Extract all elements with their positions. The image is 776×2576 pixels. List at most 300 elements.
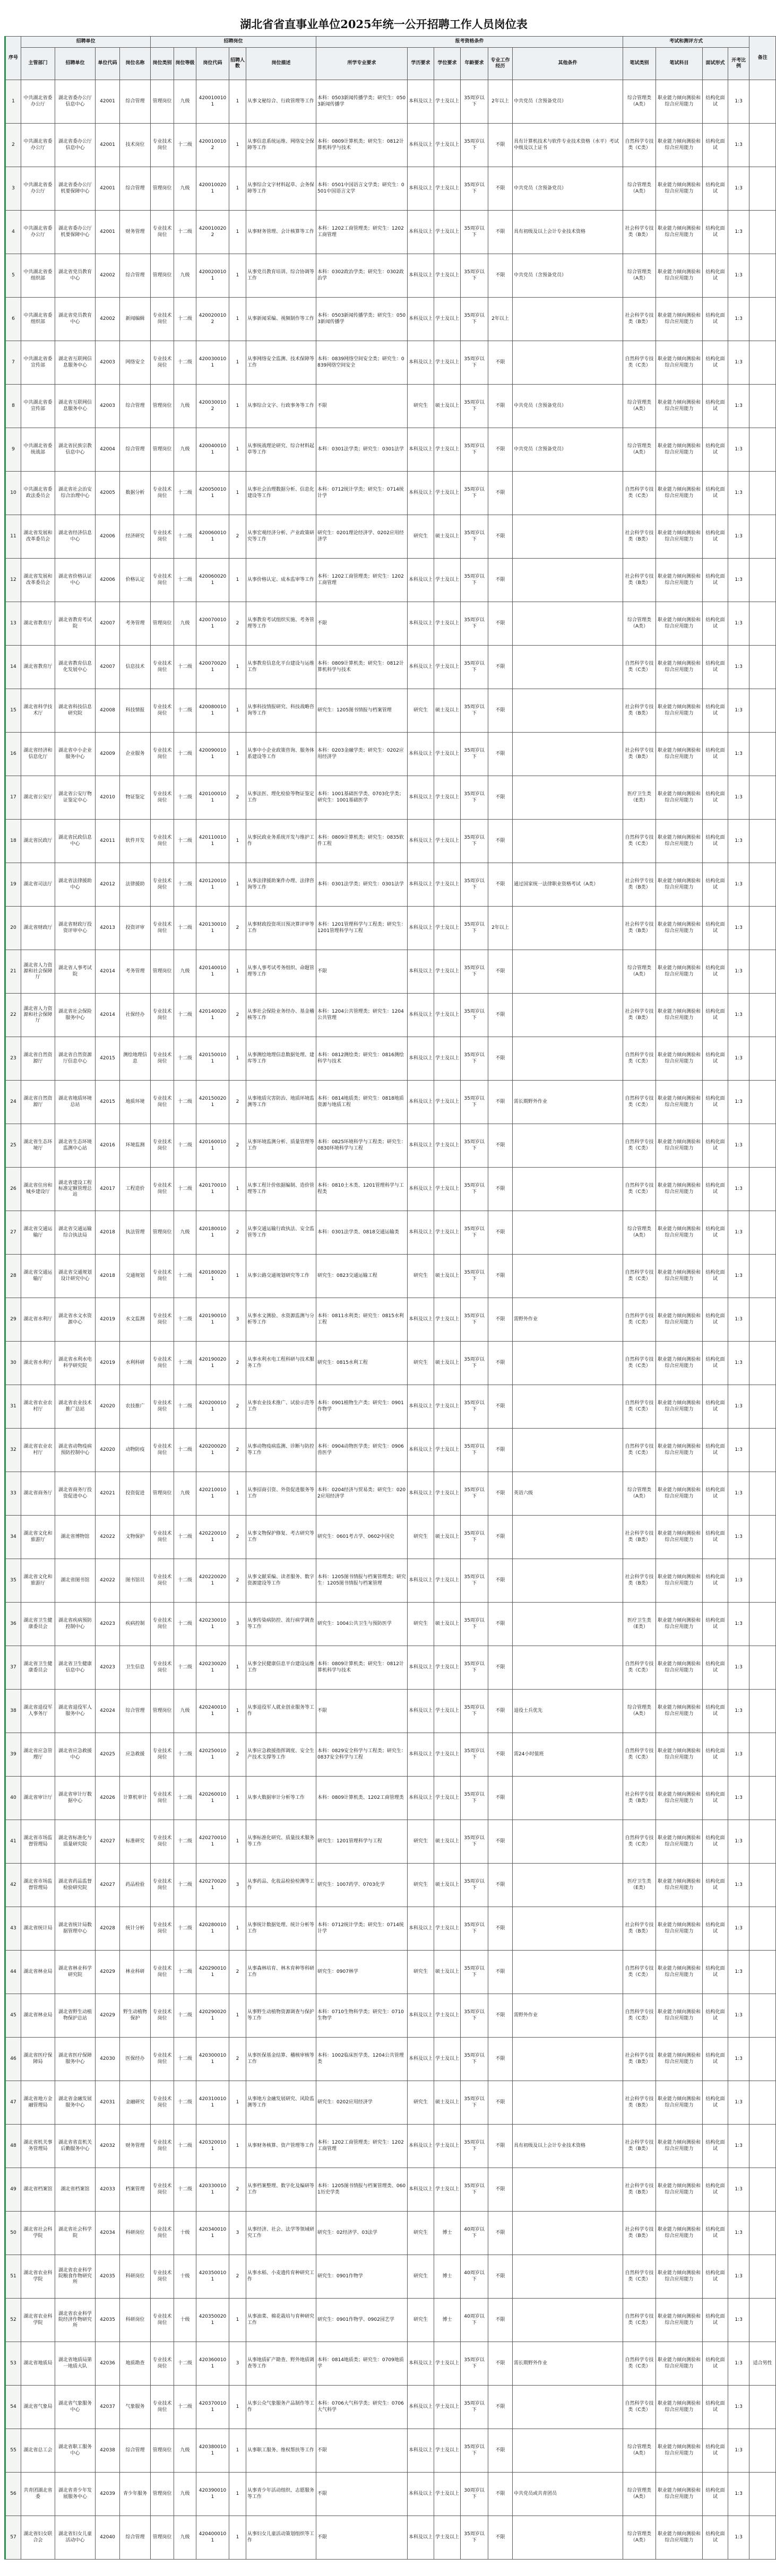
exam-subject-cell: 职业能力倾向测验和综合应用能力: [656, 994, 703, 1037]
post-code-cell: 4200300102: [196, 385, 229, 428]
exam-category-cell: 自然科学专技类（C类）: [623, 1429, 656, 1472]
post-category-cell: 专业技术岗位: [151, 2038, 174, 2081]
post-name-cell: 法律援助: [120, 863, 151, 907]
post-category-cell: 专业技术岗位: [151, 733, 174, 776]
post-name-cell: 农技推广: [120, 1385, 151, 1429]
post-level-cell: 十级: [174, 2255, 196, 2299]
degree-cell: 硕士及以上: [434, 2081, 461, 2125]
post-name-cell: 药品检验: [120, 1864, 151, 1907]
experience-cell: 不限: [488, 1690, 513, 1733]
exam-subject-cell: 职业能力倾向测验和综合应用能力: [656, 1820, 703, 1864]
ratio-cell: 1:3: [728, 1211, 749, 1255]
table-row: [5, 2212, 776, 2255]
post-name-cell: 交通规划: [120, 1255, 151, 1298]
other-conditions-cell: 中共党员（含预备党员）: [513, 385, 623, 428]
headcount-cell: 1: [229, 80, 246, 124]
exam-category-cell: 自然科学专技类（C类）: [623, 1168, 656, 1211]
column-header: 岗位类别: [151, 48, 174, 80]
exam-subject-cell: 职业能力倾向测验和综合应用能力: [656, 1690, 703, 1733]
other-conditions-cell: [513, 1124, 623, 1168]
header-group-row: [5, 37, 776, 48]
unit-cell: 湖北省科技信息研究院: [55, 689, 96, 733]
post-code-cell: 4200700201: [196, 646, 229, 689]
dept-cell: 湖北省科学技术厅: [21, 689, 55, 733]
major-requirement-cell: 研究生：1004公共卫生与预防医学: [316, 1603, 408, 1646]
degree-cell: 学士及以上: [434, 1385, 461, 1429]
ratio-cell: 1:3: [728, 1864, 749, 1907]
row-index: 56: [5, 2473, 21, 2516]
post-level-cell: 九级: [174, 1472, 196, 1516]
experience-cell: 不限: [488, 1516, 513, 1559]
ratio-cell: 1:3: [728, 1429, 749, 1472]
post-description-cell: 从事综合文字、行政事务等工作: [246, 385, 316, 428]
age-cell: 35周岁以下: [461, 515, 488, 559]
post-category-cell: 专业技术岗位: [151, 1559, 174, 1603]
experience-cell: 不限: [488, 2429, 513, 2473]
interview-cell: 结构化面试: [703, 2212, 728, 2255]
row-index: 35: [5, 1559, 21, 1603]
exam-subject-cell: 职业能力倾向测验和综合应用能力: [656, 776, 703, 820]
degree-cell: 硕士及以上: [434, 385, 461, 428]
education-cell: 本科及以上: [408, 1733, 434, 1777]
education-cell: 本科及以上: [408, 2473, 434, 2516]
education-cell: 本科及以上: [408, 124, 434, 167]
remark-cell: [749, 820, 776, 863]
post-category-cell: 专业技术岗位: [151, 1429, 174, 1472]
ratio-cell: 1:3: [728, 2299, 749, 2342]
education-cell: 本科及以上: [408, 1472, 434, 1516]
post-name-cell: 环境监测: [120, 1124, 151, 1168]
unit-code-cell: 42032: [96, 2125, 120, 2168]
post-code-cell: 4201900201: [196, 1342, 229, 1385]
experience-cell: 不限: [488, 2473, 513, 2516]
experience-cell: 不限: [488, 167, 513, 211]
headcount-cell: 2: [229, 907, 246, 950]
post-name-cell: 新闻编辑: [120, 298, 151, 341]
remark-cell: [749, 2516, 776, 2560]
remark-cell: [749, 1603, 776, 1646]
post-description-cell: 从事环境监测分析、质量管理等工作: [246, 1124, 316, 1168]
dept-cell: 湖北省医疗保障局: [21, 2038, 55, 2081]
post-level-cell: 九级: [174, 950, 196, 994]
experience-cell: 不限: [488, 602, 513, 646]
unit-code-cell: 42027: [96, 1820, 120, 1864]
post-description-cell: 从事宏观经济分析、产业政策研究等工作: [246, 515, 316, 559]
remark-cell: [749, 2038, 776, 2081]
row-index: 1: [5, 80, 21, 124]
experience-cell: 不限: [488, 124, 513, 167]
post-code-cell: 4201100101: [196, 820, 229, 863]
table-row: [5, 472, 776, 515]
dept-cell: 湖北省人力资源和社会保障厅: [21, 994, 55, 1037]
ratio-cell: 1:3: [728, 2168, 749, 2212]
post-level-cell: 十二级: [174, 515, 196, 559]
table-row: [5, 2516, 776, 2560]
post-code-cell: 4202700201: [196, 1864, 229, 1907]
headcount-cell: 1: [229, 341, 246, 385]
unit-code-cell: 42004: [96, 428, 120, 472]
interview-cell: 结构化面试: [703, 1820, 728, 1864]
major-requirement-cell: 研究生：1201管理科学与工程: [316, 1820, 408, 1864]
degree-cell: 学士及以上: [434, 1124, 461, 1168]
post-level-cell: 十二级: [174, 124, 196, 167]
exam-subject-cell: 职业能力倾向测验和综合应用能力: [656, 2299, 703, 2342]
experience-cell: 不限: [488, 1907, 513, 1951]
post-category-cell: 专业技术岗位: [151, 2386, 174, 2429]
education-cell: 本科及以上: [408, 1559, 434, 1603]
major-requirement-cell: 本科：1202工商管理类；研究生：1202工商管理: [316, 2125, 408, 2168]
column-header: 开考比例: [728, 48, 749, 80]
post-category-cell: 专业技术岗位: [151, 1385, 174, 1429]
ratio-cell: 1:3: [728, 2212, 749, 2255]
age-cell: 35周岁以下: [461, 1255, 488, 1298]
exam-subject-cell: 职业能力倾向测验和综合应用能力: [656, 2342, 703, 2386]
interview-cell: 结构化面试: [703, 1298, 728, 1342]
experience-cell: 不限: [488, 2386, 513, 2429]
exam-category-cell: 自然科学专技类（C类）: [623, 1733, 656, 1777]
post-name-cell: 软件开发: [120, 820, 151, 863]
interview-cell: 结构化面试: [703, 1168, 728, 1211]
major-requirement-cell: 本科：1205图书情报与档案管理类；研究生：1205图书情报与档案管理: [316, 1559, 408, 1603]
remark-cell: [749, 689, 776, 733]
ratio-cell: 1:3: [728, 2255, 749, 2299]
post-category-cell: 管理岗位: [151, 428, 174, 472]
unit-cell: 湖北省林业科学研究院: [55, 1951, 96, 1994]
headcount-cell: 1: [229, 2516, 246, 2560]
interview-cell: 结构化面试: [703, 994, 728, 1037]
exam-category-cell: 社会科学专技类（B类）: [623, 2081, 656, 2125]
unit-code-cell: 42022: [96, 1559, 120, 1603]
exam-subject-cell: 职业能力倾向测验和综合应用能力: [656, 472, 703, 515]
interview-cell: 结构化面试: [703, 1994, 728, 2038]
experience-cell: 不限: [488, 1298, 513, 1342]
major-requirement-cell: 本科：1204公共管理类；研究生：1204公共管理: [316, 994, 408, 1037]
education-cell: 本科及以上: [408, 1385, 434, 1429]
row-index: 36: [5, 1603, 21, 1646]
degree-cell: 学士及以上: [434, 1168, 461, 1211]
post-name-cell: 价格认定: [120, 559, 151, 602]
row-index: 49: [5, 2168, 21, 2212]
age-cell: 35周岁以下: [461, 1211, 488, 1255]
experience-cell: 不限: [488, 1081, 513, 1124]
exam-category-cell: 医疗卫生类（E类）: [623, 1603, 656, 1646]
table-row: [5, 1081, 776, 1124]
unit-code-cell: 42005: [96, 472, 120, 515]
headcount-cell: 1: [229, 1820, 246, 1864]
interview-cell: 结构化面试: [703, 776, 728, 820]
table-row: [5, 1472, 776, 1516]
post-level-cell: 十二级: [174, 863, 196, 907]
post-category-cell: 专业技术岗位: [151, 1342, 174, 1385]
column-header: 笔试类别: [623, 48, 656, 80]
table-row: [5, 2473, 776, 2516]
interview-cell: 结构化面试: [703, 1951, 728, 1994]
column-header: 单位代码: [96, 48, 120, 80]
post-description-cell: 从事财务核算、资产管理等工作: [246, 2125, 316, 2168]
table-row: [5, 1820, 776, 1864]
degree-cell: 硕士及以上: [434, 1603, 461, 1646]
dept-cell: 湖北省退役军人事务厅: [21, 1690, 55, 1733]
degree-cell: 学士及以上: [434, 1777, 461, 1820]
major-requirement-cell: 本科：0302政治学类；研究生：0302政治学: [316, 254, 408, 298]
exam-subject-cell: 职业能力倾向测验和综合应用能力: [656, 2168, 703, 2212]
unit-code-cell: 42021: [96, 1472, 120, 1516]
age-cell: 35周岁以下: [461, 776, 488, 820]
exam-subject-cell: 职业能力倾向测验和综合应用能力: [656, 1994, 703, 2038]
major-requirement-cell: 本科：0812测绘类；研究生：0816测绘科学与技术: [316, 1037, 408, 1081]
interview-cell: 结构化面试: [703, 341, 728, 385]
post-level-cell: 十二级: [174, 1037, 196, 1081]
interview-cell: 结构化面试: [703, 515, 728, 559]
table-row: [5, 1385, 776, 1429]
education-cell: 研究生: [408, 1820, 434, 1864]
other-conditions-cell: 需24小时值班: [513, 1733, 623, 1777]
experience-cell: 不限: [488, 515, 513, 559]
ratio-cell: 1:3: [728, 1603, 749, 1646]
experience-cell: 不限: [488, 2342, 513, 2386]
post-category-cell: 专业技术岗位: [151, 2342, 174, 2386]
exam-subject-cell: 职业能力倾向测验和综合应用能力: [656, 1168, 703, 1211]
dept-cell: 湖北省气象局: [21, 2386, 55, 2429]
headcount-cell: 2: [229, 1124, 246, 1168]
post-code-cell: 4201800201: [196, 1255, 229, 1298]
post-level-cell: 十二级: [174, 1646, 196, 1690]
exam-subject-cell: 职业能力倾向测验和综合应用能力: [656, 2386, 703, 2429]
table-row: [5, 1342, 776, 1385]
post-category-cell: 管理岗位: [151, 1690, 174, 1733]
post-description-cell: 从事教育信息化平台建设与运维工作: [246, 646, 316, 689]
unit-cell: 湖北省图书馆: [55, 1559, 96, 1603]
exam-subject-cell: 职业能力倾向测验和综合应用能力: [656, 689, 703, 733]
unit-code-cell: 42003: [96, 385, 120, 428]
interview-cell: 结构化面试: [703, 2299, 728, 2342]
row-index: 43: [5, 1907, 21, 1951]
headcount-cell: 1: [229, 1646, 246, 1690]
post-code-cell: 4203500101: [196, 2255, 229, 2299]
experience-cell: 不限: [488, 733, 513, 776]
post-category-cell: 管理岗位: [151, 254, 174, 298]
dept-cell: 湖北省农业农村厅: [21, 1429, 55, 1472]
education-cell: 本科及以上: [408, 254, 434, 298]
dept-cell: 湖北省农业科学院: [21, 2299, 55, 2342]
other-conditions-cell: [513, 2255, 623, 2299]
post-code-cell: 4201000101: [196, 776, 229, 820]
post-description-cell: 从事综合文字材料起草、会务保障等工作: [246, 167, 316, 211]
exam-category-cell: 综合管理类（A类）: [623, 385, 656, 428]
post-name-cell: 经济研究: [120, 515, 151, 559]
exam-subject-cell: 职业能力倾向测验和综合应用能力: [656, 2212, 703, 2255]
remark-cell: [749, 1951, 776, 1994]
exam-subject-cell: 职业能力倾向测验和综合应用能力: [656, 1777, 703, 1820]
post-code-cell: 4200100202: [196, 211, 229, 254]
unit-cell: 湖北省公安厅物证鉴定中心: [55, 776, 96, 820]
exam-category-cell: 社会科学专技类（B类）: [623, 733, 656, 776]
remark-cell: [749, 472, 776, 515]
major-requirement-cell: 本科：0203金融学类；研究生：0202应用经济学: [316, 733, 408, 776]
exam-subject-cell: 职业能力倾向测验和综合应用能力: [656, 2125, 703, 2168]
dept-cell: 湖北省发展和改革委员会: [21, 559, 55, 602]
row-index: 37: [5, 1646, 21, 1690]
other-conditions-cell: 中共党员（含预备党员）: [513, 428, 623, 472]
remark-cell: [749, 1472, 776, 1516]
unit-cell: 湖北省社会保险服务中心: [55, 994, 96, 1037]
degree-cell: 学士及以上: [434, 2386, 461, 2429]
unit-cell: 湖北省标准化与质量研究院: [55, 1820, 96, 1864]
post-description-cell: 从事森林培育、林木育种等科研工作: [246, 1951, 316, 1994]
remark-cell: [749, 1298, 776, 1342]
row-index: 39: [5, 1733, 21, 1777]
other-conditions-cell: [513, 994, 623, 1037]
table-row: [5, 1516, 776, 1559]
post-description-cell: 从事价格认定、成本监审等工作: [246, 559, 316, 602]
degree-cell: 学士及以上: [434, 1907, 461, 1951]
row-index: 54: [5, 2386, 21, 2429]
post-description-cell: 从事药品、化妆品检验检测等工作: [246, 1864, 316, 1907]
post-name-cell: 水文监测: [120, 1298, 151, 1342]
post-name-cell: 野生动植物保护: [120, 1994, 151, 2038]
ratio-cell: 1:3: [728, 994, 749, 1037]
col-remarks: 备注: [749, 37, 776, 80]
age-cell: 35周岁以下: [461, 298, 488, 341]
post-code-cell: 4200100201: [196, 167, 229, 211]
row-index: 15: [5, 689, 21, 733]
post-code-cell: 4202900201: [196, 1994, 229, 2038]
column-header: 岗位名称: [120, 48, 151, 80]
major-requirement-cell: 本科：0904动物医学类；研究生：0906兽医学: [316, 1429, 408, 1472]
major-requirement-cell: 本科：0814地质类；研究生：0818地质资源与地质工程: [316, 1081, 408, 1124]
major-requirement-cell: 本科：0301法学类、0818交通运输类: [316, 1211, 408, 1255]
unit-cell: 湖北省妇女儿童活动中心: [55, 2516, 96, 2560]
interview-cell: 结构化面试: [703, 1081, 728, 1124]
education-cell: 本科及以上: [408, 2386, 434, 2429]
table-row: [5, 1864, 776, 1907]
major-requirement-cell: 本科：0809计算机类；研究生：0812计算机科学与技术: [316, 1646, 408, 1690]
major-requirement-cell: 本科：0825环境科学与工程类；研究生：0830环境科学与工程: [316, 1124, 408, 1168]
post-description-cell: 从事文献采编、读者服务、数字资源建设等工作: [246, 1559, 316, 1603]
age-cell: 35周岁以下: [461, 602, 488, 646]
table-row: [5, 689, 776, 733]
post-code-cell: 4200800101: [196, 689, 229, 733]
interview-cell: 结构化面试: [703, 1733, 728, 1777]
other-conditions-cell: [513, 1255, 623, 1298]
exam-subject-cell: 职业能力倾向测验和综合应用能力: [656, 1559, 703, 1603]
experience-cell: 2年以上: [488, 298, 513, 341]
degree-cell: 学士及以上: [434, 559, 461, 602]
unit-cell: 湖北省委办公厅信息中心: [55, 124, 96, 167]
experience-cell: 不限: [488, 1429, 513, 1472]
interview-cell: 结构化面试: [703, 1472, 728, 1516]
post-category-cell: 管理岗位: [151, 80, 174, 124]
interview-cell: 结构化面试: [703, 167, 728, 211]
post-code-cell: 4200500101: [196, 472, 229, 515]
post-name-cell: 档案管理: [120, 2168, 151, 2212]
interview-cell: 结构化面试: [703, 1690, 728, 1733]
post-name-cell: 测绘地理信息: [120, 1037, 151, 1081]
post-category-cell: 专业技术岗位: [151, 1124, 174, 1168]
ratio-cell: 1:3: [728, 1168, 749, 1211]
row-index: 46: [5, 2038, 21, 2081]
headcount-cell: 1: [229, 733, 246, 776]
experience-cell: 不限: [488, 1037, 513, 1081]
post-code-cell: 4203300101: [196, 2168, 229, 2212]
experience-cell: 不限: [488, 1646, 513, 1690]
other-conditions-cell: [513, 1777, 623, 1820]
education-cell: 本科及以上: [408, 2516, 434, 2560]
exam-category-cell: 社会科学专技类（B类）: [623, 559, 656, 602]
remark-cell: [749, 1994, 776, 2038]
post-name-cell: 财务管理: [120, 211, 151, 254]
other-conditions-cell: [513, 602, 623, 646]
degree-cell: 硕士及以上: [434, 1255, 461, 1298]
exam-category-cell: 自然科学专技类（C类）: [623, 472, 656, 515]
post-code-cell: 4200200101: [196, 254, 229, 298]
other-conditions-cell: 中共党员（含预备党员）: [513, 167, 623, 211]
experience-cell: 不限: [488, 2255, 513, 2299]
ratio-cell: 1:3: [728, 2038, 749, 2081]
exam-category-cell: 自然科学专技类（C类）: [623, 1037, 656, 1081]
exam-subject-cell: 职业能力倾向测验和综合应用能力: [656, 907, 703, 950]
education-cell: 本科及以上: [408, 2168, 434, 2212]
post-description-cell: 从事传染病防控、流行病学调查等工作: [246, 1603, 316, 1646]
exam-category-cell: 医疗卫生类（E类）: [623, 1864, 656, 1907]
education-cell: 本科及以上: [408, 1211, 434, 1255]
experience-cell: 不限: [488, 646, 513, 689]
dept-cell: 共青团湖北省委: [21, 2473, 55, 2516]
post-name-cell: 工程造价: [120, 1168, 151, 1211]
ratio-cell: 1:3: [728, 1298, 749, 1342]
unit-cell: 湖北省交通运输综合执法局: [55, 1211, 96, 1255]
exam-category-cell: 自然科学专技类（C类）: [623, 2299, 656, 2342]
headcount-cell: 2: [229, 776, 246, 820]
dept-cell: 湖北省审计厅: [21, 1777, 55, 1820]
post-category-cell: 专业技术岗位: [151, 689, 174, 733]
major-requirement-cell: 本科：0503新闻传播学类；研究生：0503新闻传播学: [316, 80, 408, 124]
post-code-cell: 4200600101: [196, 515, 229, 559]
table-row: [5, 2168, 776, 2212]
remark-cell: [749, 1255, 776, 1298]
exam-subject-cell: 职业能力倾向测验和综合应用能力: [656, 646, 703, 689]
column-header: 其他条件: [513, 48, 623, 80]
ratio-cell: 1:3: [728, 254, 749, 298]
headcount-cell: 2: [229, 515, 246, 559]
exam-category-cell: 综合管理类（A类）: [623, 950, 656, 994]
major-requirement-cell: 研究生：0201理论经济学、0202应用经济学: [316, 515, 408, 559]
post-category-cell: 专业技术岗位: [151, 211, 174, 254]
ratio-cell: 1:3: [728, 907, 749, 950]
degree-cell: 学士及以上: [434, 1733, 461, 1777]
unit-cell: 湖北省农业科学院经济作物研究所: [55, 2299, 96, 2342]
education-cell: 本科及以上: [408, 1429, 434, 1472]
major-requirement-cell: 本科：0809计算机类；研究生：0812计算机科学与技术: [316, 124, 408, 167]
headcount-cell: 1: [229, 689, 246, 733]
row-index: 31: [5, 1385, 21, 1429]
degree-cell: 学士及以上: [434, 1037, 461, 1081]
education-cell: 本科及以上: [408, 1168, 434, 1211]
exam-category-cell: 综合管理类（A类）: [623, 167, 656, 211]
post-name-cell: 科研岗位: [120, 2212, 151, 2255]
row-index: 9: [5, 428, 21, 472]
degree-cell: 博士: [434, 2212, 461, 2255]
other-conditions-cell: 中共党员（含预备党员）: [513, 254, 623, 298]
post-description-cell: 从事大数据审计分析等工作: [246, 1777, 316, 1820]
age-cell: 35周岁以下: [461, 2516, 488, 2560]
unit-code-cell: 42020: [96, 1385, 120, 1429]
education-cell: 本科及以上: [408, 776, 434, 820]
post-description-cell: 从事人事考试考务组织、命题管理等工作: [246, 950, 316, 994]
experience-cell: 不限: [488, 2299, 513, 2342]
interview-cell: 结构化面试: [703, 1864, 728, 1907]
ratio-cell: 1:3: [728, 776, 749, 820]
